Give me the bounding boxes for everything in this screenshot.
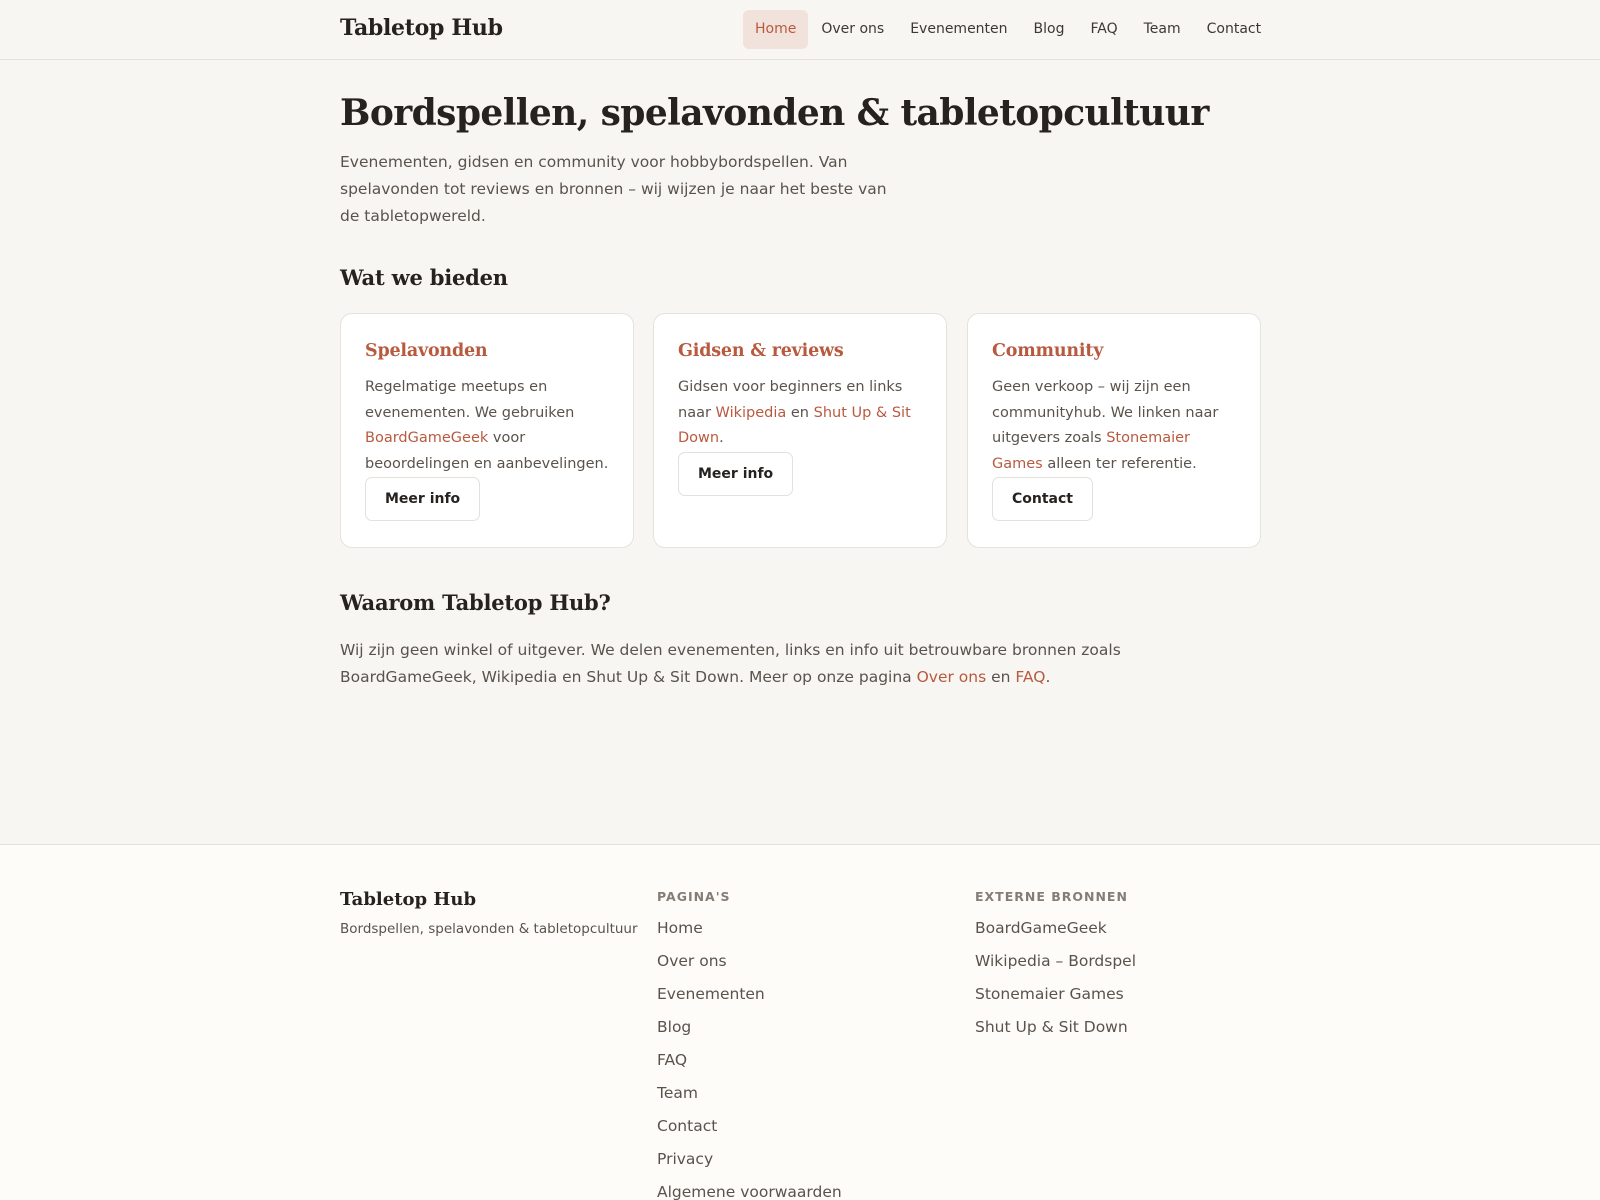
footer-link-home[interactable]: Home — [657, 919, 703, 937]
card-text-part: . — [719, 430, 724, 446]
site-header — [0, 0, 1600, 60]
why-text-part: . — [1045, 668, 1051, 686]
card-text-part: Regelmatige meetups en evenementen. We gebruiken — [365, 379, 575, 421]
card-text-part: en — [786, 404, 814, 421]
site-footer — [0, 844, 1600, 1200]
footer-link-contact[interactable]: Contact — [657, 1117, 718, 1135]
hero-text: Evenementen, gidsen en community voor hobbybordspellen. Van spelavonden tot reviews en bronnen – wij wijzen je naar het beste van de tabletopwereld. — [340, 153, 887, 225]
link-shut-up-sit-down[interactable]: Shut Up & Sit Down — [678, 404, 911, 446]
footer-link-boardgamegeek[interactable]: BoardGameGeek — [975, 919, 1107, 937]
card-title: Spelavonden — [365, 341, 488, 361]
nav-faq[interactable]: FAQ — [1090, 21, 1118, 37]
link-over-ons[interactable]: Over ons — [916, 668, 987, 686]
footer-link-faq[interactable]: FAQ — [657, 1051, 688, 1069]
why-text — [340, 637, 1220, 691]
footer-pages-heading: PAGINA'S — [657, 889, 731, 904]
footer-link-suasd[interactable]: Shut Up & Sit Down — [975, 1018, 1128, 1036]
card-text-part: Gidsen voor beginners en links naar — [678, 379, 903, 421]
link-faq[interactable]: FAQ — [1015, 668, 1046, 686]
link-stonemaier-games[interactable]: Stonemaier Games — [992, 430, 1191, 472]
footer-link-blog[interactable]: Blog — [657, 1018, 692, 1036]
card-text-part: voor beoordelingen en aanbevelingen. — [365, 430, 609, 472]
card-text — [365, 375, 609, 477]
link-boardgamegeek[interactable]: BoardGameGeek — [365, 430, 489, 446]
footer-link-stonemaier[interactable]: Stonemaier Games — [975, 985, 1124, 1003]
card-text-part: alleen ter referentie. — [1042, 455, 1197, 472]
footer-link-wikipedia[interactable]: Wikipedia – Bordspel — [975, 952, 1137, 970]
meer-info-button[interactable]: Meer info — [678, 452, 793, 496]
footer-link-voorwaarden[interactable]: Algemene voorwaarden — [657, 1183, 842, 1200]
card-text-part: Geen verkoop – wij zijn een communityhub. We linken naar uitgevers zoals — [992, 379, 1219, 446]
card-text — [992, 375, 1236, 477]
contact-button[interactable]: Contact — [992, 477, 1093, 521]
nav-evenementen[interactable]: Evenementen — [910, 21, 1008, 37]
footer-link-team[interactable]: Team — [657, 1084, 698, 1102]
offer-heading: Wat we bieden — [340, 265, 508, 290]
link-wikipedia[interactable]: Wikipedia — [715, 404, 787, 421]
why-text-part: Wij zijn geen winkel of uitgever. We delen evenementen, links en info uit betrouwbare bronnen zoals BoardGameGeek, Wikipedia en Shut Up & Sit Down. Meer op onze pagina — [340, 641, 1121, 686]
footer-link-evenementen[interactable]: Evenementen — [657, 985, 765, 1003]
nav-contact[interactable]: Contact — [1206, 21, 1262, 37]
footer-external-heading: EXTERNE BRONNEN — [975, 889, 1128, 904]
card-title: Gidsen & reviews — [678, 341, 844, 361]
footer-brand: Tabletop Hub — [340, 889, 477, 910]
card-community — [967, 313, 1261, 548]
hero-title: Bordspellen, spelavonden & tabletopcultuur — [340, 92, 1209, 134]
why-heading: Waarom Tabletop Hub? — [340, 590, 611, 615]
card-title: Community — [992, 341, 1104, 361]
footer-link-over-ons[interactable]: Over ons — [657, 952, 727, 970]
card-gidsen-reviews — [653, 313, 947, 548]
why-text-part: en — [986, 668, 1016, 686]
nav-over-ons[interactable]: Over ons — [821, 21, 885, 37]
nav-blog[interactable]: Blog — [1033, 21, 1065, 37]
site-brand[interactable]: Tabletop Hub — [340, 15, 503, 41]
footer-link-privacy[interactable]: Privacy — [657, 1150, 714, 1168]
main-nav — [743, 10, 1274, 49]
footer-pages — [657, 889, 842, 1200]
card-spelavonden — [340, 313, 634, 548]
footer-tagline: Bordspellen, spelavonden & tabletopcultuur — [340, 921, 638, 937]
card-text — [678, 375, 922, 452]
nav-home[interactable]: Home — [743, 10, 808, 49]
footer-external — [975, 889, 1136, 1048]
meer-info-button[interactable]: Meer info — [365, 477, 480, 521]
nav-team[interactable]: Team — [1143, 21, 1181, 37]
